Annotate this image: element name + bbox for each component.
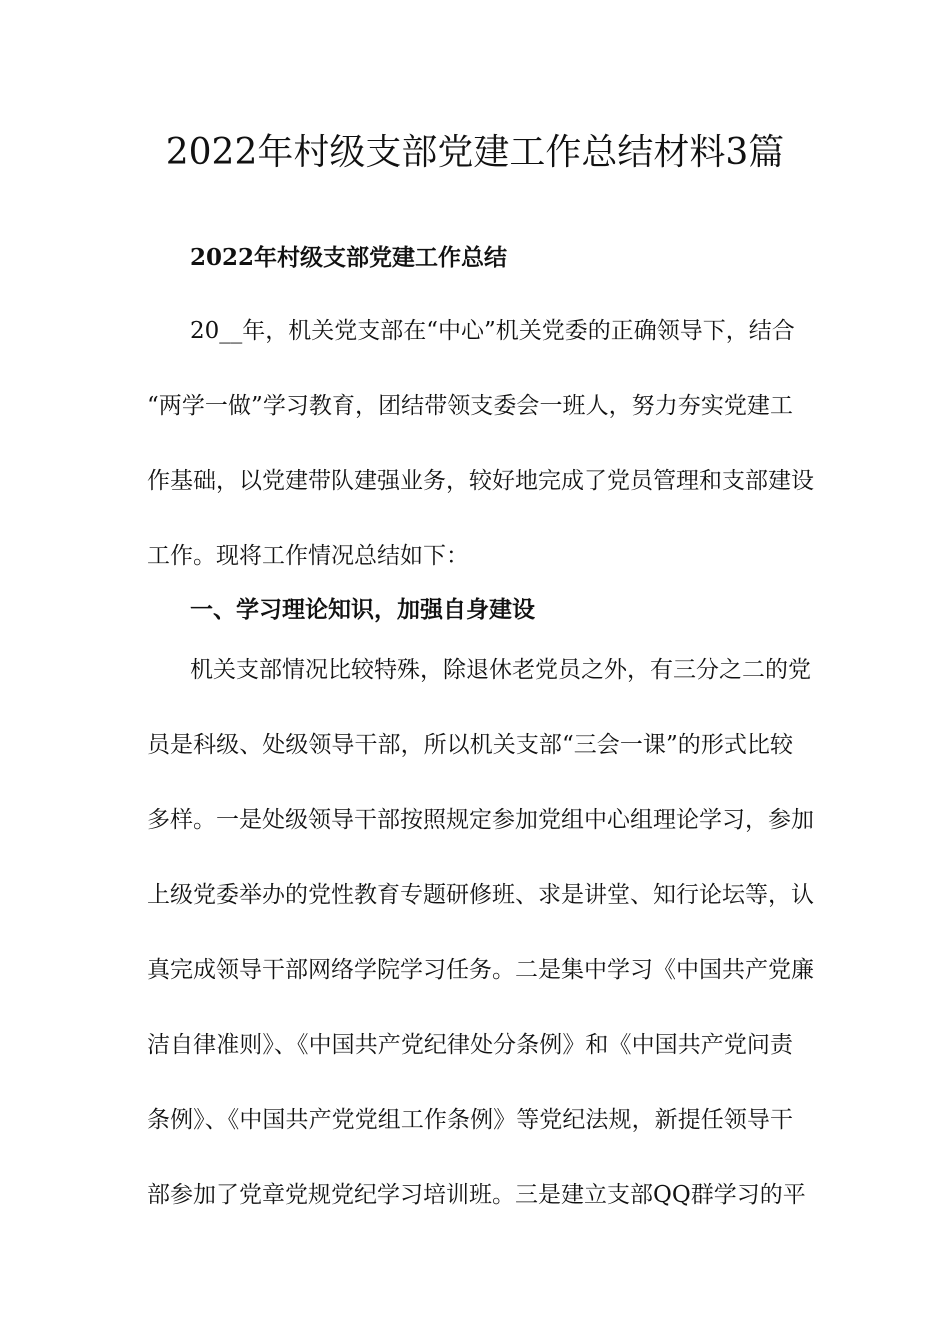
- paragraph-line: 作基础，以党建带队建强业务，较好地完成了党员管理和支部建设: [147, 468, 814, 494]
- paragraph-line: 员是科级、处级领导干部，所以机关支部“三会一课”的形式比较: [147, 732, 793, 758]
- paragraph-line: 部参加了党章党规党纪学习培训班。三是建立支部QQ群学习的平: [147, 1182, 806, 1208]
- paragraph-line: 多样。一是处级领导干部按照规定参加党组中心组理论学习，参加: [147, 807, 814, 833]
- paragraph-line: 工作。现将工作情况总结如下：: [147, 543, 469, 569]
- paragraph-line: 真完成领导干部网络学院学习任务。二是集中学习《中国共产党廉: [147, 957, 814, 983]
- paragraph-line: 机关支部情况比较特殊，除退休老党员之外，有三分之二的党: [190, 657, 811, 683]
- paragraph-line: 条例》、《中国共产党党组工作条例》等党纪法规，新提任领导干: [147, 1107, 793, 1133]
- document-title: 2022年村级支部党建工作总结材料3篇: [165, 132, 785, 173]
- paragraph-line: 20__年，机关党支部在“中心”机关党委的正确领导下，结合: [190, 318, 795, 344]
- document-subtitle: 2022年村级支部党建工作总结: [190, 244, 508, 271]
- paragraph-line: 洁自律准则》、《中国共产党纪律处分条例》和《中国共产党问责: [147, 1032, 793, 1058]
- paragraph-line: “两学一做”学习教育，团结带领支委会一班人，努力夯实党建工: [147, 393, 793, 419]
- paragraph-line: 上级党委举办的党性教育专题研修班、求是讲堂、知行论坛等，认: [147, 882, 814, 908]
- section-heading: 一、学习理论知识，加强自身建设: [190, 596, 535, 623]
